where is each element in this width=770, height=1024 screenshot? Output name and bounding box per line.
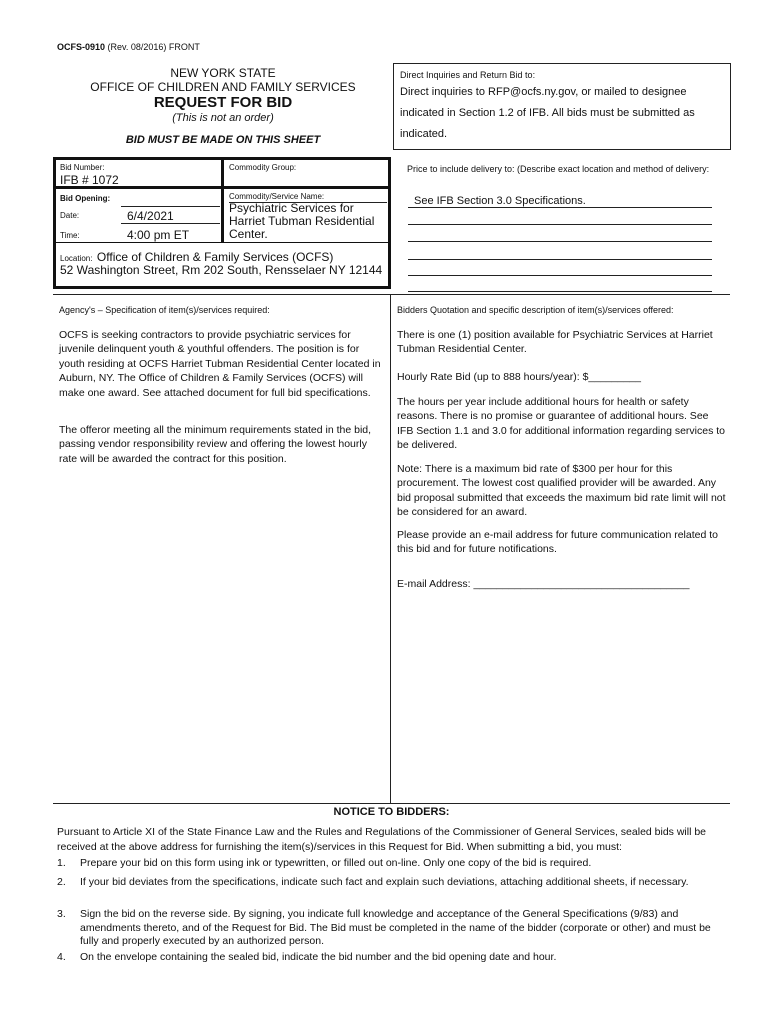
email-address-field[interactable]: E-mail Address: _____________________________________	[397, 578, 690, 590]
direct-inquiries-box	[393, 63, 731, 150]
notice-item-text: If your bid deviates from the specifications, indicate such fact and explain such deviations, attaching additional sheets, if necessary.	[80, 876, 689, 888]
notice-item-number: 4.	[57, 951, 66, 963]
direct-inquiries-label: Direct Inquiries and Return Bid to:	[400, 70, 536, 80]
page-subtitle: (This is not an order)	[172, 112, 274, 124]
agency-spec-para1: OCFS is seeking contractors to provide psychiatric services for juvenile delinquent youth & youthful offenders. The position is for youth residing at OCFS Harriet Tubman Residential Center located in Auburn, NY. The Office of Children & Family Services (OCFS) will make one award. See attached document for full bid specifications.	[59, 329, 381, 399]
price-line-6	[408, 291, 712, 292]
bid-number-label: Bid Number:	[60, 163, 105, 172]
notice-item	[57, 951, 727, 965]
bid-opening-label: Bid Opening:	[60, 194, 111, 203]
location-label: Location:	[60, 254, 93, 263]
notice-item-number: 1.	[57, 857, 66, 869]
bidder-quote-para1: There is one (1) position available for Psychiatric Services at Harriet Tubman Residential Center.	[397, 329, 713, 356]
location-line1[interactable]: Office of Children & Family Services (OCFS)	[96, 250, 334, 264]
spec-divider-top	[53, 294, 730, 295]
bid-opening-line	[121, 206, 220, 207]
notice-item	[57, 908, 727, 949]
price-line-3	[408, 241, 712, 242]
notice-item-text: On the envelope containing the sealed bid, indicate the bid number and the bid opening date and hour.	[80, 951, 557, 963]
office-heading: OFFICE OF CHILDREN AND FAMILY SERVICES	[90, 80, 356, 94]
price-line-1	[408, 207, 712, 208]
notice-item-text: Sign the bid on the reverse side. By signing, you indicate full knowledge and acceptance of the General Specifications (9/83) and amendments thereto, and of the Request for Bid. The Bid must be completed in the name of the bidder (corporate or other) and must be fully and properly executed by an authorized person.	[80, 908, 711, 947]
notice-item	[57, 857, 727, 871]
bidder-quote-label: Bidders Quotation and specific description of item(s)/services offered:	[397, 305, 674, 315]
price-line-5	[408, 275, 712, 276]
form-revision: (Rev. 08/2016) FRONT	[107, 42, 200, 52]
bid-box-divider-location	[53, 242, 391, 243]
notice-item-number: 3.	[57, 908, 66, 920]
commodity-group-label: Commodity Group:	[229, 163, 297, 172]
bid-instruction: BID MUST BE MADE ON THIS SHEET	[125, 134, 321, 146]
spec-divider-bottom	[53, 803, 730, 804]
notice-item	[57, 876, 727, 890]
notice-item-number: 2.	[57, 876, 66, 888]
date-label: Date:	[60, 211, 80, 220]
notice-intro: Pursuant to Article XI of the State Finance Law and the Rules and Regulations of the Commissioner of General Services, sealed bids will be received at the above address for furnishing the item(s)/services in this Request for Bid. When submitting a bid, you must:	[57, 826, 707, 853]
location-line2[interactable]: 52 Washington Street, Rm 202 South, Rensselaer NY 12144	[60, 263, 383, 277]
price-line-2	[408, 224, 712, 225]
notice-item-text: Prepare your bid on this form using ink or typewritten, or filled out on-line. Only one copy of the bid is required.	[80, 857, 592, 869]
spec-column-divider	[390, 294, 391, 803]
agency-spec-label: Agency's – Specification of item(s)/services required:	[59, 305, 270, 315]
bid-number-value[interactable]: IFB # 1072	[60, 173, 119, 187]
bidder-quote-para3: The hours per year include additional hours for health or safety reasons. There is no promise or guarantee of additional hours. See IFB Section 1.1 and 3.0 for additional information regarding services to be delivered.	[397, 396, 726, 452]
service-name-label: Commodity/Service Name:	[229, 192, 325, 201]
form-id	[57, 42, 200, 52]
price-delivery-label: Price to include delivery to: (Describe exact location and method of delivery:	[407, 164, 710, 174]
price-line-4	[408, 259, 712, 260]
price-delivery-value[interactable]: See IFB Section 3.0 Specifications.	[414, 195, 586, 207]
hourly-rate-bid[interactable]: Hourly Rate Bid (up to 888 hours/year): $_________	[397, 371, 641, 383]
time-value[interactable]: 4:00 pm ET	[127, 228, 190, 242]
service-name-value[interactable]: Psychiatric Services for Harriet Tubman Residential Center.	[229, 201, 375, 241]
date-value[interactable]: 6/4/2021	[121, 209, 220, 224]
bidder-quote-email-request: Please provide an e-mail address for future communication related to this bid and for future notifications.	[397, 529, 718, 556]
agency-spec-para2: The offeror meeting all the minimum requirements stated in the bid, passing vendor responsibility review and offering the lowest hourly rate will be awarded the contract for this position.	[59, 424, 372, 465]
notice-title: NOTICE TO BIDDERS:	[333, 806, 450, 818]
bidder-quote-note: Note: There is a maximum bid rate of $300 per hour for this procurement. The lowest cost qualified provider will be awarded. Any bid proposal submitted that exceeds the maximum bid rate limit will not be considered for an award.	[397, 463, 726, 519]
form-code: OCFS-0910	[57, 42, 106, 52]
time-label: Time:	[60, 231, 80, 240]
page-title: REQUEST FOR BID	[153, 94, 293, 111]
direct-inquiries-text: Direct inquiries to RFP@ocfs.ny.gov, or mailed to designee indicated in Section 1.2 of IFB. All bids must be submitted as indicated.	[400, 86, 695, 140]
state-heading: NEW YORK STATE	[170, 66, 276, 80]
bid-box-divider-vertical	[221, 157, 224, 242]
